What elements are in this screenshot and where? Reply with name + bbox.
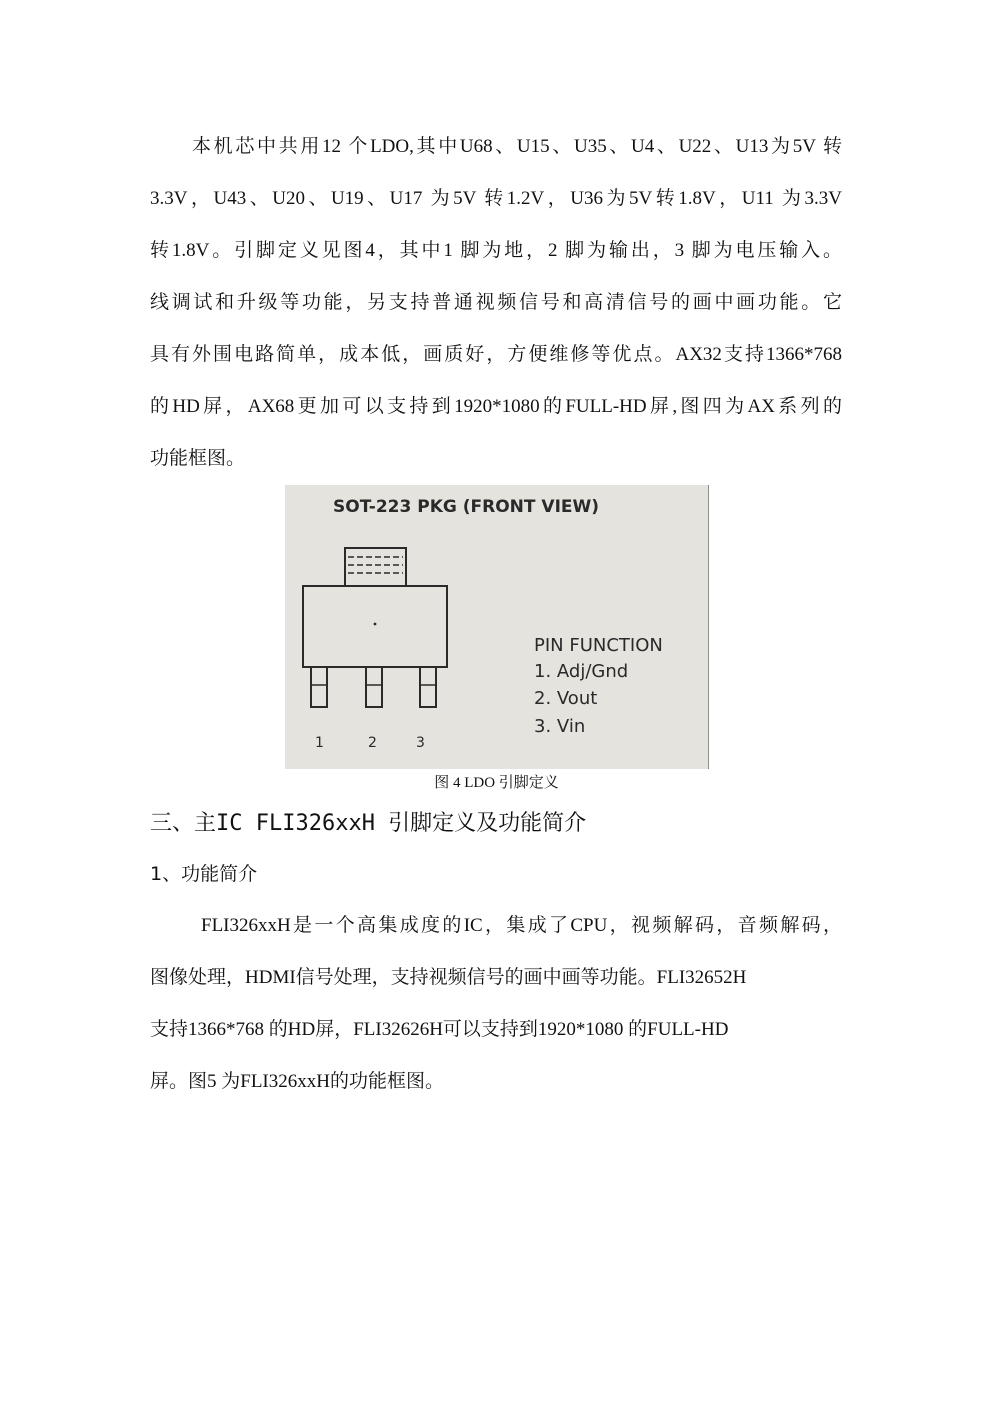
- pin-function-3: 3. Vin: [534, 716, 586, 737]
- pin-3-lead: [420, 667, 436, 707]
- section-3-subheading: 1、功能简介: [150, 863, 258, 885]
- package-body: [303, 586, 447, 667]
- package-tab: [345, 548, 406, 586]
- paragraph-1-line-1: 本机芯中共用12 个LDO,其中U68、U15、U35、U4、U22、U13为5V 转: [192, 136, 842, 157]
- pin-number-3: 3: [416, 735, 425, 751]
- paragraph-1-line-7: 功能框图。: [150, 448, 246, 469]
- pin-function-title: PIN FUNCTION: [534, 635, 663, 656]
- section-3-line-3: 支持1366*768 的HD屏，FLI32626H可以支持到1920*1080 的FULL-HD: [150, 1019, 729, 1040]
- figure-title: SOT-223 PKG (FRONT VIEW): [333, 497, 600, 517]
- sot223-drawing: [285, 485, 708, 769]
- section-3-heading: 三、主IC FLI326xxH 引脚定义及功能简介: [150, 811, 587, 836]
- pin-function-1: 1. Adj/Gnd: [534, 661, 629, 682]
- pin-1-lead: [311, 667, 327, 707]
- pin-function-2: 2. Vout: [534, 688, 598, 709]
- pin-2-lead: [366, 667, 382, 707]
- section-3-line-2: 图像处理，HDMI信号处理，支持视频信号的画中画等功能。FLI32652H: [150, 967, 747, 988]
- paragraph-1-line-6: 的HD屏，AX68更加可以支持到1920*1080的FULL-HD屏,图四为AX系列的: [150, 396, 842, 417]
- pin-number-2: 2: [368, 735, 377, 751]
- paragraph-1-line-3: 转1.8V。引脚定义见图4，其中1 脚为地，2 脚为输出，3 脚为电压输入。: [150, 240, 842, 261]
- pin1-marker-dot: [374, 623, 377, 626]
- sot223-package-figure: [285, 485, 709, 769]
- section-3-line-4: 屏。图5 为FLI326xxH的功能框图。: [150, 1071, 444, 1092]
- paragraph-1-line-2: 3.3V，U43、U20、U19、U17 为5V 转1.2V，U36为5V转1.8V，U11 为3.3V: [150, 188, 842, 209]
- paragraph-1-line-4: 线调试和升级等功能，另支持普通视频信号和高清信号的画中画功能。它: [150, 292, 842, 313]
- section-3-line-1: FLI326xxH是一个高集成度的IC，集成了CPU，视频解码，音频解码，: [201, 915, 842, 936]
- pin-number-1: 1: [315, 735, 324, 751]
- paragraph-1-line-5: 具有外围电路简单，成本低，画质好，方便维修等优点。AX32支持1366*768: [150, 344, 842, 365]
- figure-4-caption: 图 4 LDO 引脚定义: [434, 775, 559, 791]
